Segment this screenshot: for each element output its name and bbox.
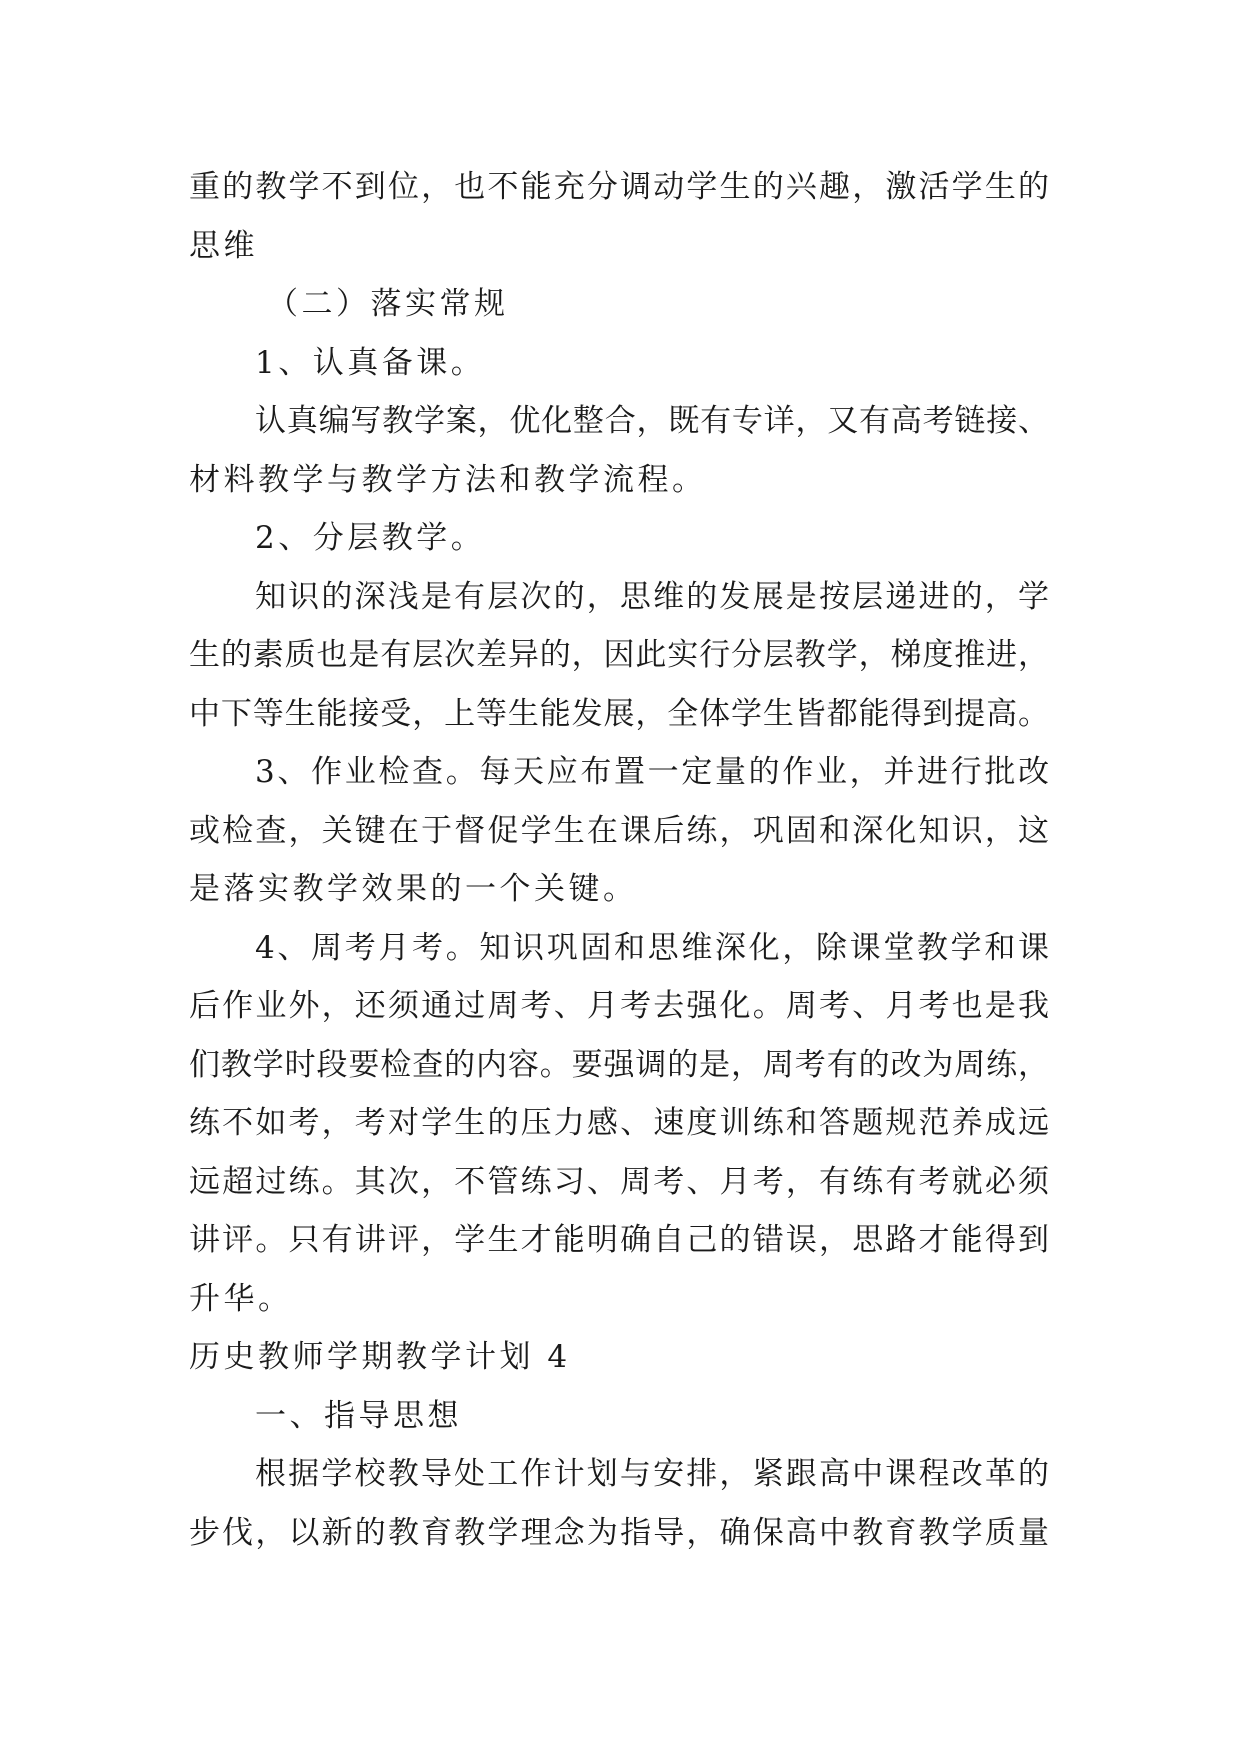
list-item-heading: 2、分层教学。	[255, 520, 486, 556]
paragraph-line: 是落实教学效果的一个关键。	[189, 871, 638, 907]
paragraph-line: 3、作业检查。每天应布置一定量的作业，并进行批改	[255, 754, 1049, 790]
paragraph-line: 远超过练。其次，不管练习、周考、月考，有练有考就必须	[189, 1163, 1049, 1200]
paragraph-line: 生的素质也是有层次差异的，因此实行分层教学，梯度推进，	[189, 637, 1049, 673]
paragraph-line: 讲评。只有讲评，学生才能明确自己的错误，思路才能得到	[189, 1222, 1049, 1258]
paragraph-line: 4、周考月考。知识巩固和思维深化，除课堂教学和课	[255, 929, 1049, 966]
section-heading: （二）落实常规	[267, 286, 509, 322]
paragraph-line: 认真编写教学案，优化整合，既有专详，又有高考链接、	[255, 403, 1049, 439]
document-title: 历史教师学期教学计划 4	[189, 1339, 571, 1375]
paragraph-line: 升华。	[189, 1280, 293, 1317]
section-heading: 一、指导思想	[255, 1397, 462, 1434]
paragraph-line: 后作业外，还须通过周考、月考去强化。周考、月考也是我	[189, 988, 1049, 1024]
list-item-heading: 1、认真备课。	[255, 344, 486, 381]
document-body	[189, 158, 1049, 1562]
paragraph-line: 练不如考，考对学生的压力感、速度训练和答题规范养成远	[189, 1105, 1049, 1141]
paragraph-line: 们教学时段要检查的内容。要强调的是，周考有的改为周练，	[189, 1046, 1049, 1083]
paragraph-line: 或检查，关键在于督促学生在课后练，巩固和深化知识，这	[189, 812, 1049, 849]
paragraph-line: 中下等生能接受，上等生能发展，全体学生皆都能得到提高。	[189, 695, 1049, 732]
paragraph-line: 思维	[189, 227, 258, 264]
paragraph-line: 知识的深浅是有层次的，思维的发展是按层递进的，学	[255, 578, 1049, 615]
paragraph-line: 重的教学不到位，也不能充分调动学生的兴趣，激活学生的	[189, 169, 1049, 205]
paragraph-line: 根据学校教导处工作计划与安排，紧跟高中课程改革的	[255, 1456, 1049, 1492]
paragraph-line: 材料教学与教学方法和教学流程。	[189, 461, 707, 498]
paragraph-line: 步伐，以新的教育教学理念为指导，确保高中教育教学质量	[189, 1514, 1049, 1551]
